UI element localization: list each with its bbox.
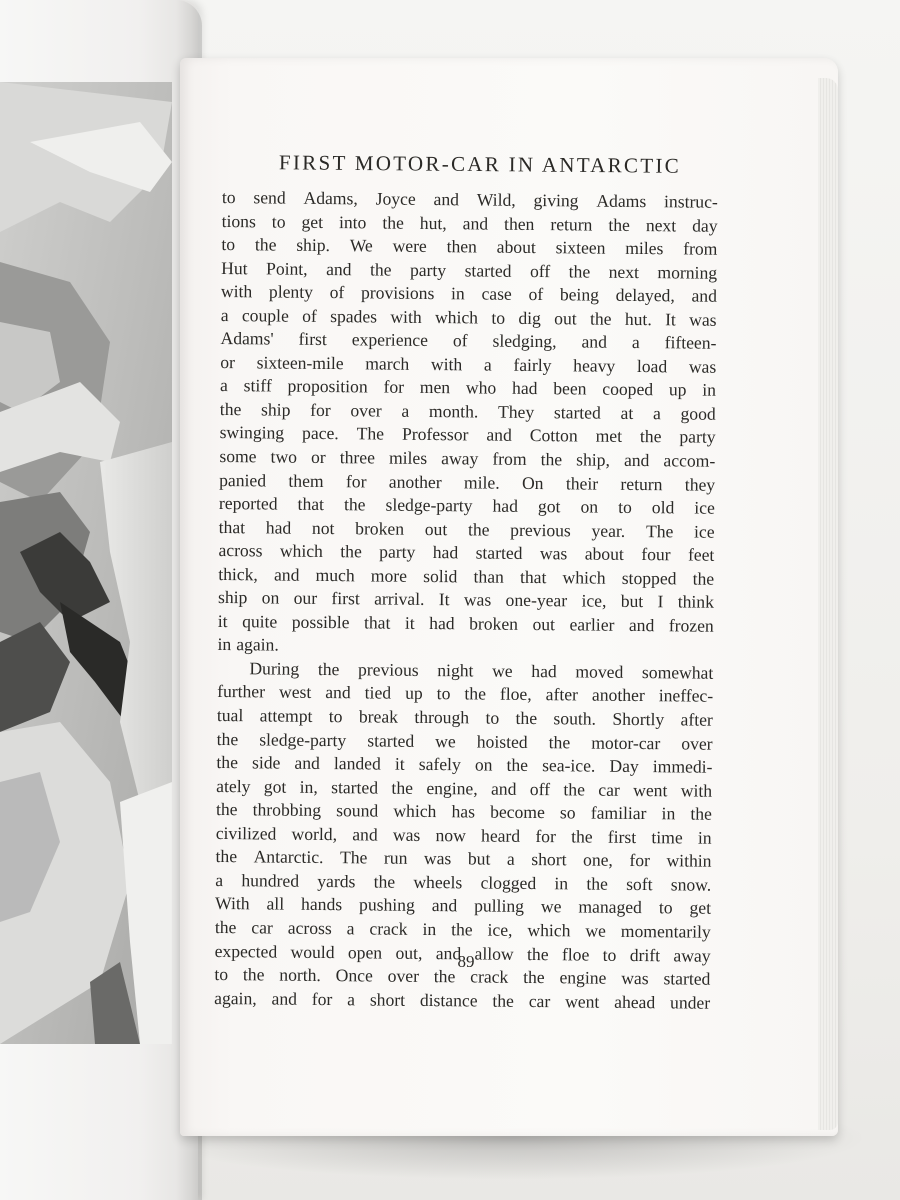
page-number: 89: [457, 952, 475, 971]
text-line: thick, and much more solid than that which stopped the: [218, 563, 715, 589]
text-line: swinging pace. The Professor and Cotton met the party: [219, 422, 716, 448]
text-line: the Antarctic. The run was but a short one, for within: [215, 846, 712, 872]
text-line: in again.: [217, 634, 279, 655]
photo-plate: [0, 82, 172, 1044]
text-line: reported that the sledge-party had got on to old ice: [218, 493, 715, 518]
text-line: a couple of spades with which to dig out the hut. It was: [220, 304, 717, 330]
text-line: ship on our first arrival. It was one-year ice, but I think: [217, 587, 715, 613]
text-line: During the previous night we had moved somewhat: [249, 658, 714, 683]
text-line: again, and for a short distance the car went ahead under: [214, 987, 711, 1013]
text-line: ately got in, started the engine, and off the car went with: [216, 775, 713, 801]
text-line: to the ship. We were then about sixteen miles from: [221, 234, 718, 259]
body-text: [214, 186, 718, 1015]
text-line: panied them for another mile. On their return they: [219, 469, 716, 495]
text-line: civilized world, and was now heard for the first time in: [215, 822, 712, 848]
text-line: a stiff proposition for men who had been cooped up in: [219, 375, 717, 401]
text-line: Hut Point, and the party started off the next morning: [221, 257, 718, 283]
text-line: the car across a crack in the ice, which we momentarily: [214, 916, 711, 942]
text-line: further west and tied up to the floe, after another ineffec-: [217, 681, 714, 707]
text-line: tions to get into the hut, and then return the next day: [221, 210, 718, 236]
text-line: it quite possible that it had broken out earlier and frozen: [217, 610, 714, 636]
text-line: to the north. Once over the crack the engine was started: [214, 964, 711, 989]
text-line: that had not broken out the previous year. The ice: [218, 516, 715, 542]
text-line: some two or three miles away from the ship, and accom-: [219, 446, 716, 471]
text-line: with plenty of provisions in case of being delayed, and: [220, 281, 718, 306]
text-line: the throbbing sound which has become so familiar in the: [215, 799, 713, 824]
text-line: across which the party had started was about four feet: [218, 540, 715, 565]
text-line: a hundred yards the wheels clogged in the soft snow.: [215, 869, 712, 895]
text-line: the side and landed it safely on the sea-ice. Day immedi-: [216, 752, 713, 777]
photo-plate-image: [0, 82, 172, 1044]
running-head: FIRST MOTOR-CAR IN ANTARCTIC: [278, 150, 682, 178]
text-line: the sledge-party started we hoisted the motor-car over: [216, 728, 713, 754]
text-line: expected would open out, and allow the floe to drift away: [214, 940, 711, 966]
text-line: or sixteen-mile march with a fairly heavy load was: [220, 351, 717, 377]
text-line: the ship for over a month. They started at a good: [219, 398, 716, 424]
text-line: to send Adams, Joyce and Wild, giving Adams instruc-: [221, 186, 718, 212]
page-edges: [818, 78, 838, 1130]
text-line: tual attempt to break through to the south. Shortly after: [216, 705, 713, 730]
text-line: With all hands pushing and pulling we managed to get: [215, 893, 712, 919]
text-line: Adams' first experience of sledging, and a fifteen-: [220, 328, 717, 354]
